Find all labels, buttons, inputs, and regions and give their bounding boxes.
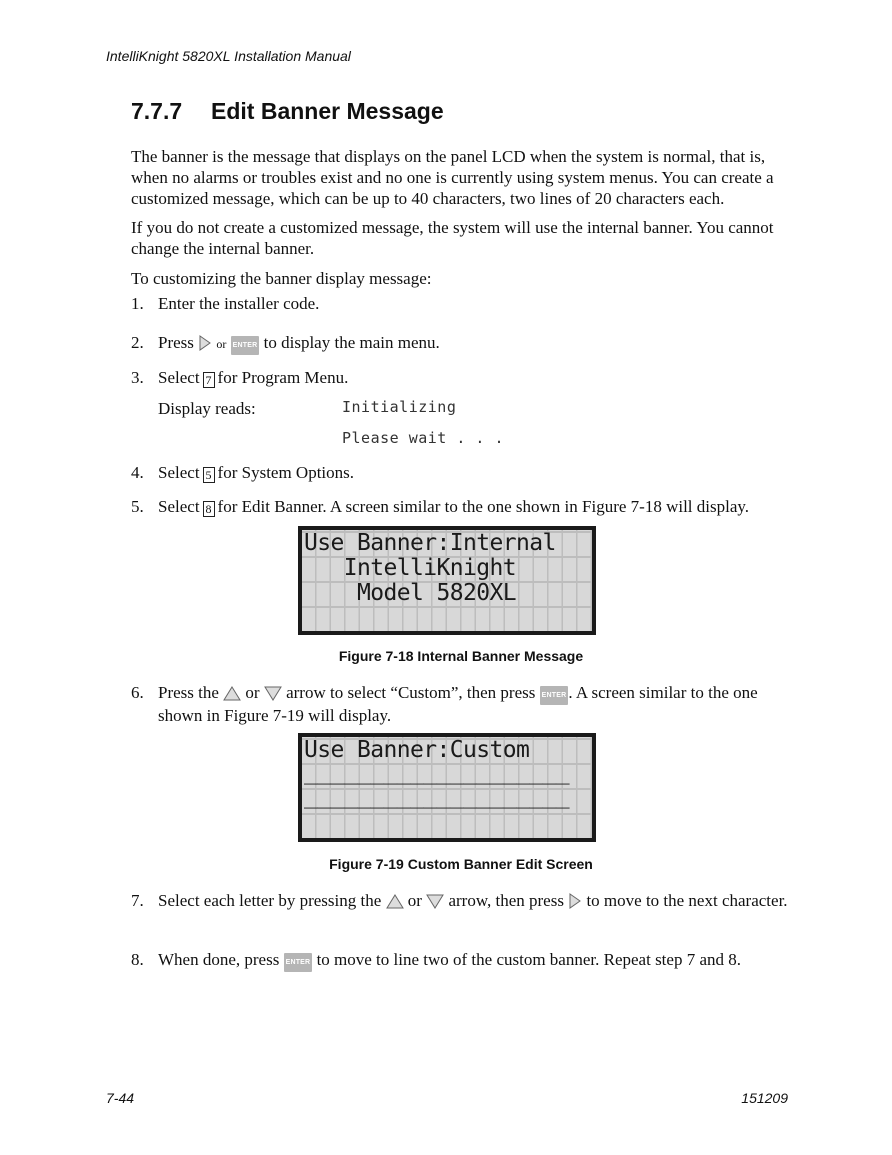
down-arrow-icon (426, 894, 444, 909)
step-text: When done, press (158, 950, 280, 969)
step-text: Select (158, 463, 200, 482)
key-7: 7 (203, 372, 215, 388)
section-title: Edit Banner Message (211, 98, 444, 124)
lcd-line-3: ____________________ (304, 783, 569, 809)
step-number: 1. (131, 294, 144, 313)
key-8: 8 (203, 501, 215, 517)
step-number: 3. (131, 368, 144, 387)
display-line-2: Please wait . . . (342, 429, 505, 447)
step-text: arrow to select “Custom”, then press (286, 683, 536, 702)
step-text: Select (158, 497, 200, 516)
right-arrow-icon (198, 335, 212, 351)
or-text: or (216, 337, 227, 351)
step-text: arrow, then press (448, 891, 564, 910)
step-1 (131, 293, 791, 314)
display-line-1: Initializing (342, 398, 457, 416)
step-8 (131, 949, 791, 972)
lcd-line-1: Use Banner:Internal (304, 530, 556, 556)
display-reads-label: Display reads: (158, 399, 256, 418)
lcd-line-2: IntelliKnight (304, 555, 516, 581)
step-5 (131, 496, 791, 517)
step-number: 6. (131, 683, 144, 702)
lcd-custom-banner (298, 733, 596, 842)
section-heading (131, 98, 444, 125)
step-text: for Program Menu. (217, 368, 349, 387)
or-text: or (407, 891, 422, 910)
step-text: Select (158, 368, 200, 387)
key-5: 5 (203, 467, 215, 483)
figure-caption-7-18: Figure 7-18 Internal Banner Message (338, 648, 584, 664)
lcd-line-3: Model 5820XL (304, 580, 516, 606)
lcd-line-2: ____________________ (304, 759, 569, 785)
step-text: Press (158, 333, 194, 352)
right-arrow-icon (568, 893, 582, 909)
step-3 (131, 367, 791, 388)
document-number: 151209 (741, 1090, 788, 1106)
step-number: 4. (131, 463, 144, 482)
step-number: 8. (131, 950, 144, 969)
step-text: to move to the next character. (586, 891, 788, 910)
figure-caption-7-19: Figure 7-19 Custom Banner Edit Screen (329, 856, 593, 872)
paragraph-intro: The banner is the message that displays on the panel LCD when the system is normal, that is, when no alarms or troubles exist and no one is currently using system menus. You can create a customized message, which can be up to 40 characters, two lines of 20 characters each. (131, 147, 774, 208)
paragraph-steps-intro: To customizing the banner display message: (131, 269, 432, 288)
enter-key-icon: ENTER (540, 686, 569, 705)
or-text: or (245, 683, 260, 702)
step-text: to display the main menu. (263, 333, 440, 352)
step-text: . A screen similar to the one shown in Figure 7-19 will display. (158, 683, 758, 725)
step-text: Select each letter by pressing the (158, 891, 382, 910)
step-number: 2. (131, 333, 144, 352)
step-7 (131, 890, 791, 911)
step-2 (131, 332, 791, 355)
step-6 (131, 682, 791, 726)
step-text: for Edit Banner. A screen similar to the one shown in Figure 7-18 will display. (217, 497, 750, 516)
lcd-line-1: Use Banner:Custom (304, 737, 530, 763)
lcd-internal-banner (298, 526, 596, 635)
step-text: Press the (158, 683, 219, 702)
section-number: 7.7.7 (131, 98, 183, 124)
enter-key-icon: ENTER (231, 336, 260, 355)
step-4 (131, 462, 791, 483)
step-number: 5. (131, 497, 144, 516)
up-arrow-icon (386, 894, 404, 909)
down-arrow-icon (264, 686, 282, 701)
page-number: 7-44 (106, 1090, 135, 1106)
step-text: Enter the installer code. (158, 294, 320, 313)
step-text: for System Options. (217, 463, 355, 482)
up-arrow-icon (223, 686, 241, 701)
running-header: IntelliKnight 5820XL Installation Manual (106, 48, 351, 64)
step-number: 7. (131, 891, 144, 910)
step-text: to move to line two of the custom banner. Repeat step 7 and 8. (316, 950, 741, 969)
enter-key-icon: ENTER (284, 953, 313, 972)
paragraph-internal-banner: If you do not create a customized message, the system will use the internal banner. You cannot change the internal banner. (131, 218, 774, 258)
